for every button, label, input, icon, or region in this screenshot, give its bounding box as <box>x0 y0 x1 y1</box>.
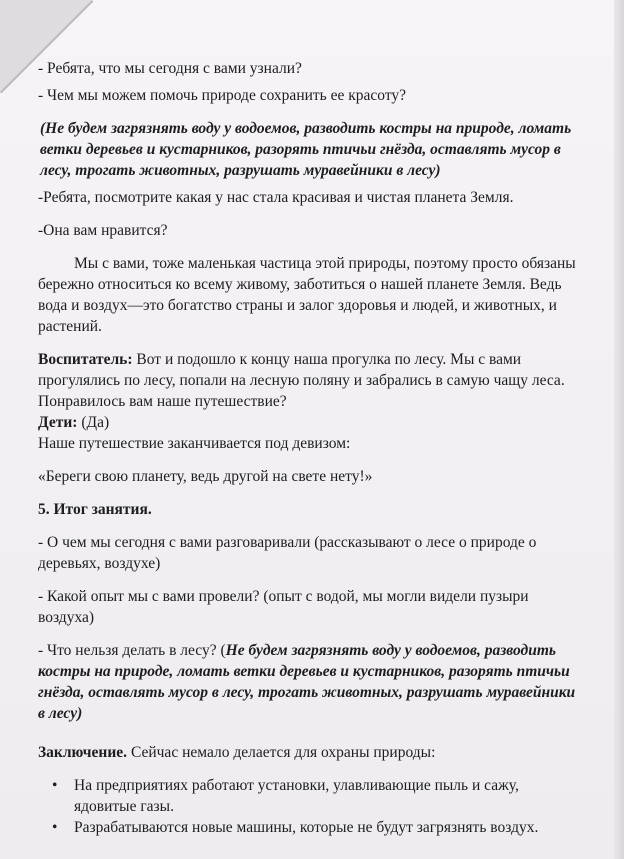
list-item-text: Разрабатываются новые машины, которые не будут загрязнять воздух. <box>74 819 539 836</box>
answer-italic: Не будем загрязнять воду у водоемов, разводить костры на природе, ломать ветки деревьев и кустарников, разорять птичьи гнёзда, оставлять мусор в лесу, трогать животных, разрушать муравейники в лесу) <box>38 642 576 722</box>
list-item-text: На предприятиях работают установки, улавливающие пыль и сажу, ядовитые газы. <box>74 777 519 815</box>
bullet-icon: • <box>52 819 58 836</box>
answer-italic: (Не будем загрязнять воду у водоемов, разводить костры на природе, ломать ветки деревьев и кустарников, разорять птичьи гнёзда, оставлять мусор в лесу, трогать животных, разрушать муравейники в лесу) <box>40 120 572 179</box>
bullet-list <box>38 775 578 838</box>
conclusion <box>38 742 578 763</box>
speech-text: (Да) <box>77 414 110 431</box>
question-line: - Ребята, что мы сегодня с вами узнали? <box>38 60 302 77</box>
remark-line: -Ребята, посмотрите какая у нас стала красивая и чистая планета Земля. <box>38 189 514 206</box>
question-line <box>38 640 578 724</box>
speaker-label: Воспитатель: <box>38 351 133 368</box>
conclusion-label: Заключение. <box>38 744 128 761</box>
page-edge <box>614 0 624 859</box>
motto-intro: Наше путешествие заканчивается под девизом: <box>38 435 351 452</box>
question-prefix: - Что нельзя делать в лесу? ( <box>38 642 226 659</box>
document-body <box>38 58 578 838</box>
educator-speech <box>38 349 578 412</box>
motto: «Береги свою планету, ведь другой на свете нету!» <box>38 468 373 485</box>
question-line: - Чем мы можем помочь природе сохранить ее красоту? <box>38 87 407 104</box>
list-item <box>38 775 578 817</box>
question-line: -Она вам нравится? <box>38 222 168 239</box>
paragraph: Мы с вами, тоже маленькая частица этой природы, поэтому просто обязаны бережно относиться ко всему живому, заботиться о нашей планете Земля. Ведь вода и воздух—это богатство страны и залог здоровья и людей, и животных, и растений. <box>38 255 576 335</box>
question-line: - Какой опыт мы с вами провели? (опыт с водой, мы могли видели пузыри воздуха) <box>38 588 529 626</box>
bullet-icon: • <box>52 777 58 794</box>
list-item <box>38 817 578 838</box>
speech-text: Вот и подошло к концу наша прогулка по лесу. Мы с вами прогулялись по лесу, попали на лесную поляну и забрались в самую чащу леса. Понравилось вам наше путешествие? <box>38 351 565 410</box>
section-heading: 5. Итог занятия. <box>38 501 152 518</box>
children-speech <box>38 412 578 433</box>
conclusion-text: Сейчас немало делается для охраны природы: <box>127 744 436 761</box>
question-line: - О чем мы сегодня с вами разговаривали (рассказывают о лесе о природе о деревьях, воздухе) <box>38 534 537 572</box>
speaker-label: Дети: <box>38 414 78 431</box>
